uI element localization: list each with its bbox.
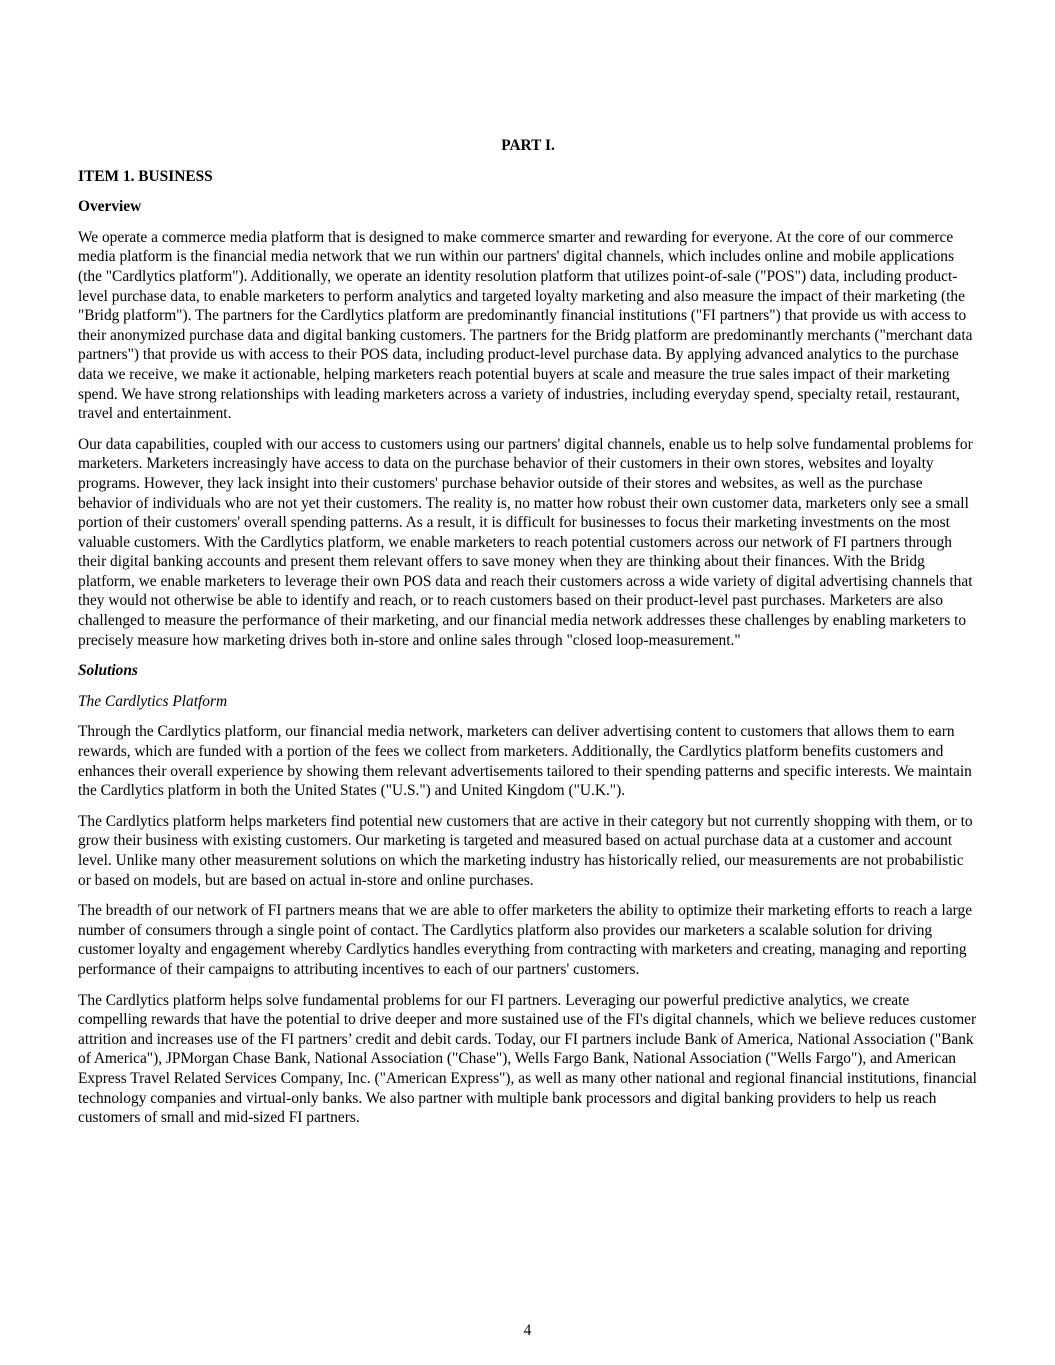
document-page xyxy=(78,136,978,1139)
solutions-paragraph-2: The Cardlytics platform helps marketers find potential new customers that are active in their category but not currently shopping with them, or to grow their business with existing customers. Our marketing is targeted and measured based on actual purchase data at a customer and account level. Unlike many other measurement solutions on which the marketing industry has historically relied, our measurements are not probabilistic or based on models, but are based on actual in-store and online purchases. xyxy=(78,812,973,889)
part-heading: PART I. xyxy=(501,137,555,154)
page-number: 4 xyxy=(523,1322,532,1339)
solutions-paragraph-3: The breadth of our network of FI partners means that we are able to offer marketers the ability to optimize their marketing efforts to reach a large number of consumers through a single point of contact. The Cardlytics platform also provides our marketers a scalable solution for driving customer loyalty and engagement whereby Cardlytics handles everything from contracting with marketers and creating, managing and reporting performance of their campaigns to attributing incentives to each of our partners' customers. xyxy=(78,902,973,978)
overview-paragraph-2: Our data capabilities, coupled with our access to customers using our partners' digital channels, enable us to help solve fundamental problems for marketers. Marketers increasingly have access to data on the purchase behavior of their customers in their own stores, websites and loyalty programs. However, they lack insight into their customers' purchase behavior outside of their stores and websites, as well as the purchase behavior of individuals who are not yet their customers. The reality is, no matter how robust their own customer data, marketers only see a small portion of their customers' overall spending patterns. As a result, it is difficult for businesses to focus their marketing investments on the most valuable customers. With the Cardlytics platform, we enable marketers to reach potential customers across our network of FI partners through their digital banking accounts and present them relevant offers to save money when they are thinking about their finances. With the Bridg platform, we enable marketers to leverage their own POS data and reach their customers across a wide variety of digital advertising channels that they would not otherwise be able to identify and reach, or to reach customers based on their product-level past purchases. Marketers are also challenged to measure the performance of their marketing, and our financial media network addresses these challenges by enabling marketers to precisely measure how marketing drives both in-store and online sales through "closed loop-measurement." xyxy=(78,435,973,649)
solutions-paragraph-4: The Cardlytics platform helps solve fundamental problems for our FI partners. Leveraging our powerful predictive analytics, we create compelling rewards that have the potential to drive deeper and more sustained use of the FI's digital channels, which we believe reduces customer attrition and increases use of the FI partners’ credit and debit cards. Today, our FI partners include Bank of America, National Association ("Bank of America"), JPMorgan Chase Bank, National Association ("Chase"), Wells Fargo Bank, National Association ("Wells Fargo"), and American Express Travel Related Services Company, Inc. ("American Express"), as well as many other national and regional financial institutions, financial technology companies and virtual-only banks. We also partner with multiple bank processors and digital banking providers to help us reach customers of small and mid-sized FI partners. xyxy=(78,991,977,1127)
solutions-heading: Solutions xyxy=(78,662,138,680)
item-heading: ITEM 1. BUSINESS xyxy=(78,167,213,185)
solutions-paragraph-1: Through the Cardlytics platform, our financial media network, marketers can deliver advertising content to customers that allows them to earn rewards, which are funded with a portion of the fees we collect from marketers. Additionally, the Cardlytics platform benefits customers and enhances their overall experience by showing them relevant advertisements tailored to their spending patterns and specific interests. We maintain the Cardlytics platform in both the United States ("U.S.") and United Kingdom ("U.K."). xyxy=(78,723,972,800)
overview-paragraph-1: We operate a commerce media platform that is designed to make commerce smarter and rewarding for everyone. At the core of our commerce media platform is the financial media network that we run within our partners' digital channels, which includes online and mobile applications (the "Cardlytics platform"). Additionally, we operate an identity resolution platform that utilizes point-of-sale ("POS") data, including product-level purchase data, to enable marketers to perform analytics and targeted loyalty marketing and also measure the impact of their marketing (the "Bridg platform"). The partners for the Cardlytics platform are predominantly financial institutions ("FI partners") that provide us with access to their anonymized purchase data and digital banking customers. The partners for the Bridg platform are predominantly merchants ("merchant data partners") that provide us with access to their POS data, including product-level purchase data. By applying advanced analytics to the purchase data we receive, we make it actionable, helping marketers reach potential buyers at scale and measure the true sales impact of their marketing spend. We have strong relationships with leading marketers across a variety of industries, including everyday spend, specialty retail, restaurant, travel and entertainment. xyxy=(78,228,973,423)
overview-heading: Overview xyxy=(78,198,142,216)
cardlytics-platform-subheading: The Cardlytics Platform xyxy=(78,692,228,710)
